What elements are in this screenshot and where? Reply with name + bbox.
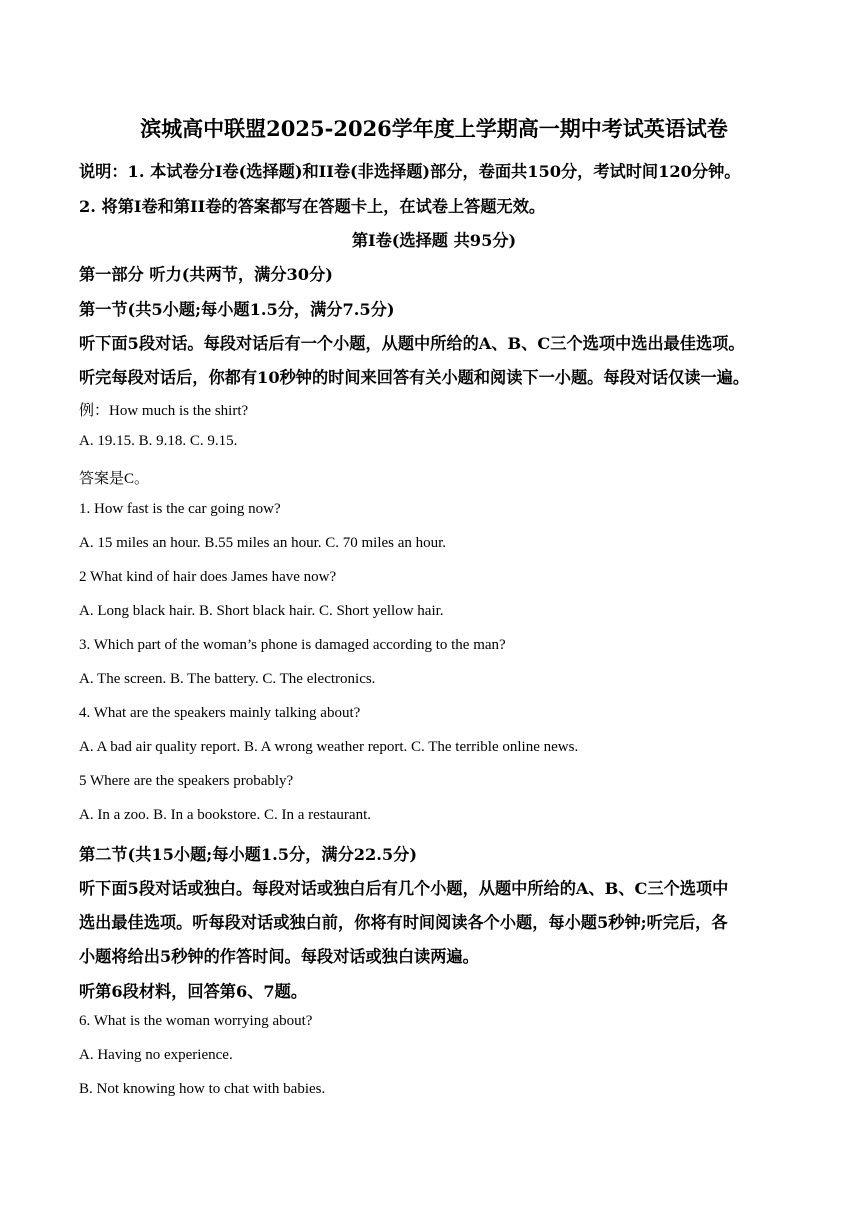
section1-directions-line-2: 听完每段对话后，你都有10秒钟的时间来回答有关小题和阅读下一小题。每段对话仅读一遍。 <box>79 368 750 387</box>
question-3: 3. Which part of the woman’s phone is damaged according to the man? <box>79 637 506 653</box>
section2-directions-line-3: 小题将给出5秒钟的作答时间。每段对话或独白读两遍。 <box>79 947 479 966</box>
question-4: 4. What are the speakers mainly talking about? <box>79 705 361 721</box>
material-6-heading: 听第6段材料，回答第6、7题。 <box>79 982 308 1001</box>
section1-directions-line-1: 听下面5段对话。每段对话后有一个小题，从题中所给的A、B、C三个选项中选出最佳选项。 <box>79 334 745 353</box>
section2-directions-line-2: 选出最佳选项。听每段对话或独白前，你将有时间阅读各个小题，每小题5秒钟;听完后，各 <box>79 913 728 932</box>
question-5-options: A. In a zoo. B. In a bookstore. C. In a restaurant. <box>79 807 372 823</box>
section2-directions-line-1: 听下面5段对话或独白。每段对话或独白后有几个小题，从题中所给的A、B、C三个选项中 <box>79 879 729 898</box>
question-6-option-b: B. Not knowing how to chat with babies. <box>79 1081 326 1097</box>
question-3-options: A. The screen. B. The battery. C. The electronics. <box>79 671 376 687</box>
example-answer: 答案是C。 <box>79 471 150 487</box>
question-6-option-a: A. Having no experience. <box>79 1047 233 1063</box>
instructions-line-2: 2. 将第I卷和第II卷的答案都写在答题卡上，在试卷上答题无效。 <box>79 197 546 216</box>
question-1: 1. How fast is the car going now? <box>79 501 281 517</box>
example-options: A. 19.15. B. 9.18. C. 9.15. <box>79 433 238 449</box>
question-5: 5 Where are the speakers probably? <box>79 773 294 789</box>
section2-heading: 第二节(共15小题;每小题1.5分，满分22.5分) <box>79 845 418 864</box>
exam-title: 滨城高中联盟2025-2026学年度上学期高一期中考试英语试卷 <box>140 116 728 141</box>
instructions-line-1: 说明：1. 本试卷分I卷(选择题)和II卷(非选择题)部分，卷面共150分，考试时间120分钟。 <box>79 162 741 181</box>
volume-heading: 第I卷(选择题 共95分) <box>351 231 517 250</box>
question-1-options: A. 15 miles an hour. B.55 miles an hour. C. 70 miles an hour. <box>79 535 447 551</box>
question-2: 2 What kind of hair does James have now? <box>79 569 337 585</box>
section1-heading: 第一节(共5小题;每小题1.5分，满分7.5分) <box>79 300 395 319</box>
question-6: 6. What is the woman worrying about? <box>79 1013 313 1029</box>
question-2-options: A. Long black hair. B. Short black hair. C. Short yellow hair. <box>79 603 444 619</box>
question-4-options: A. A bad air quality report. B. A wrong weather report. C. The terrible online news. <box>79 739 579 755</box>
part1-heading: 第一部分 听力(共两节，满分30分) <box>79 265 333 284</box>
example-question: 例：How much is the shirt? <box>79 403 249 419</box>
